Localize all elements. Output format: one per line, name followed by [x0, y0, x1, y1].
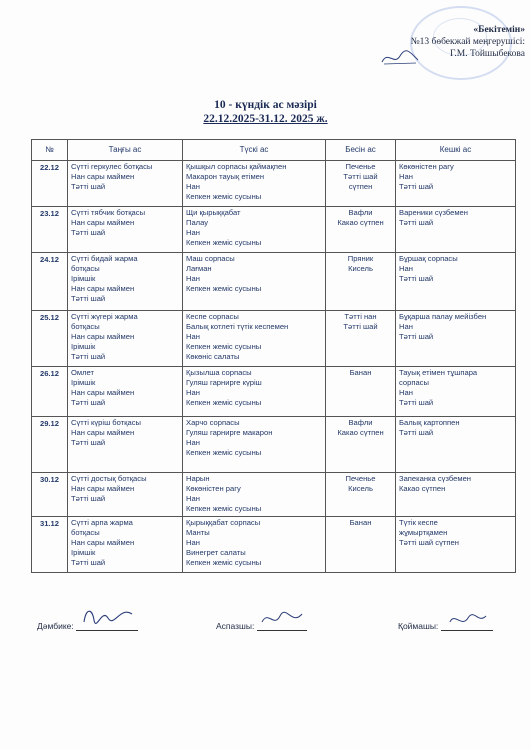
- cook-signature: [258, 608, 306, 630]
- cell-dinner: [396, 367, 516, 417]
- cell-snack: [326, 517, 396, 573]
- dinner-item: Тәтті шай: [399, 428, 434, 438]
- lunch-item: Манты: [186, 528, 210, 538]
- breakfast-item: Ірімшік: [71, 342, 96, 352]
- row-date: 30.12: [32, 473, 68, 517]
- cell-lunch: [183, 311, 326, 367]
- dinner-item: Тәтті шай сүтпен: [399, 538, 459, 548]
- cell-lunch: [183, 207, 326, 253]
- lunch-item: Кепкен жеміс сусыны: [186, 192, 262, 202]
- breakfast-item: Сүтті жүгері жарма: [71, 312, 138, 321]
- breakfast-item: Тәтті шай: [71, 294, 106, 304]
- lunch-item: Кеспе сорпасы: [186, 312, 239, 321]
- lunch-item: Қырыққабат сорпасы: [186, 518, 261, 527]
- cell-breakfast: [68, 367, 183, 417]
- cell-dinner: [396, 207, 516, 253]
- breakfast-item: Тәтті шай: [71, 398, 106, 408]
- snack-item: Кисель: [348, 264, 373, 274]
- menu-title: 10 - күндік ас мәзірі: [214, 99, 317, 111]
- row-date: 26.12: [32, 367, 68, 417]
- cell-breakfast: [68, 417, 183, 473]
- row-date: 31.12: [32, 517, 68, 573]
- menu-heading: [0, 98, 531, 126]
- breakfast-item: Сүтті достық ботқасы: [71, 474, 147, 483]
- dinner-item: Вареники сүзбемен: [399, 208, 468, 217]
- dinner-item: Нан: [399, 322, 413, 332]
- breakfast-item: Нан сары маймен: [71, 284, 135, 294]
- dinner-item: Бұршақ сорпасы: [399, 254, 458, 263]
- lunch-item: Харчо сорпасы: [186, 418, 240, 427]
- table-row: [32, 367, 516, 417]
- snack-item: Вафли: [348, 208, 373, 217]
- lunch-item: Нан: [186, 332, 200, 342]
- accountant-signature: [80, 604, 138, 628]
- breakfast-item: Тәтті шай: [71, 228, 106, 238]
- lunch-item: Көкөніс салаты: [186, 352, 240, 362]
- lunch-item: Маш сорпасы: [186, 254, 235, 263]
- lunch-item: Винегрет салаты: [186, 548, 246, 558]
- snack-item: Банан: [349, 518, 372, 527]
- row-date: 23.12: [32, 207, 68, 253]
- lunch-item: Нан: [186, 182, 200, 192]
- breakfast-item: Сүтті тябчик ботқасы: [71, 208, 146, 217]
- dinner-item: Нан: [399, 388, 413, 398]
- row-date: 25.12: [32, 311, 68, 367]
- dinner-item: Тәтті шай: [399, 398, 434, 408]
- cell-breakfast: [68, 253, 183, 311]
- cell-dinner: [396, 517, 516, 573]
- cell-breakfast: [68, 161, 183, 207]
- dinner-item: жұмыртқамен: [399, 528, 448, 538]
- breakfast-item: Нан сары маймен: [71, 388, 135, 398]
- breakfast-item: ботқасы: [71, 264, 100, 274]
- cell-dinner: [396, 473, 516, 517]
- cell-dinner: [396, 253, 516, 311]
- lunch-item: Қызылша сорпасы: [186, 368, 252, 377]
- snack-item: Печенье: [345, 162, 376, 171]
- lunch-item: Гуляш гарнирге макарон: [186, 428, 273, 438]
- breakfast-item: Ірімшік: [71, 548, 96, 558]
- table-row: [32, 517, 516, 573]
- lunch-item: Кепкен жеміс сусыны: [186, 504, 262, 514]
- row-date: 24.12: [32, 253, 68, 311]
- lunch-item: Палау: [186, 218, 209, 228]
- cell-lunch: [183, 473, 326, 517]
- dinner-item: сорпасы: [399, 378, 429, 388]
- cell-breakfast: [68, 207, 183, 253]
- snack-item: Какао сүтпен: [337, 218, 384, 228]
- lunch-item: Кепкен жеміс сусыны: [186, 342, 262, 352]
- table-row: [32, 161, 516, 207]
- menu-table: [31, 139, 516, 573]
- breakfast-item: Нан сары маймен: [71, 332, 135, 342]
- lunch-item: Кепкен жеміс сусыны: [186, 448, 262, 458]
- breakfast-item: Ірімшік: [71, 274, 96, 284]
- table-row: [32, 417, 516, 473]
- lunch-item: Кепкен жеміс сусыны: [186, 398, 262, 408]
- cell-snack: [326, 367, 396, 417]
- approval-signature: [380, 48, 420, 68]
- snack-item: Кисель: [348, 484, 373, 494]
- snack-item: Какао сүтпен: [337, 428, 384, 438]
- breakfast-item: Тәтті шай: [71, 558, 106, 568]
- dinner-item: Бұқарша палау мейізбен: [399, 312, 487, 321]
- breakfast-item: Тәтті шай: [71, 494, 106, 504]
- breakfast-item: Сүтті бидай жарма: [71, 254, 138, 263]
- lunch-item: Гуляш гарнирге күріш: [186, 378, 262, 388]
- cell-snack: [326, 473, 396, 517]
- breakfast-item: Сүтті арпа жарма: [71, 518, 133, 527]
- header-lunch: Түскі ас: [183, 140, 326, 161]
- lunch-item: Нан: [186, 538, 200, 548]
- row-date: 22.12: [32, 161, 68, 207]
- lunch-item: Нан: [186, 438, 200, 448]
- dinner-item: Нан: [399, 172, 413, 182]
- lunch-item: Кепкен жеміс сусыны: [186, 238, 262, 248]
- cell-dinner: [396, 311, 516, 367]
- snack-item: Печенье: [345, 474, 376, 483]
- breakfast-item: Нан сары маймен: [71, 484, 135, 494]
- cell-snack: [326, 417, 396, 473]
- snack-item: Тәтті шай: [343, 322, 378, 332]
- header-breakfast: Таңғы ас: [68, 140, 183, 161]
- approval-name: Г.М. Тойшыбекова: [450, 49, 525, 59]
- cell-lunch: [183, 161, 326, 207]
- cell-lunch: [183, 417, 326, 473]
- cell-snack: [326, 311, 396, 367]
- lunch-item: Қышқыл сорпасы қаймақпен: [186, 162, 287, 171]
- cell-snack: [326, 161, 396, 207]
- cell-snack: [326, 207, 396, 253]
- lunch-item: Кепкен жеміс сусыны: [186, 284, 262, 294]
- breakfast-item: Нан сары маймен: [71, 428, 135, 438]
- dinner-item: Тауық етімен тұшпара: [399, 368, 478, 377]
- dinner-item: Тәтті шай: [399, 182, 434, 192]
- breakfast-item: ботқасы: [71, 322, 100, 332]
- storekeeper-signature: [446, 610, 490, 630]
- breakfast-item: Тәтті шай: [71, 352, 106, 362]
- lunch-item: Нан: [186, 228, 200, 238]
- lunch-item: Нан: [186, 494, 200, 504]
- table-row: [32, 473, 516, 517]
- cell-dinner: [396, 417, 516, 473]
- snack-item: сүтпен: [348, 182, 373, 192]
- dinner-item: Тәтті шай: [399, 218, 434, 228]
- cell-dinner: [396, 161, 516, 207]
- accountant-label: Дәмбике:: [37, 621, 74, 631]
- row-date: 29.12: [32, 417, 68, 473]
- breakfast-item: Тәтті шай: [71, 182, 106, 192]
- dinner-item: Нан: [399, 264, 413, 274]
- breakfast-item: Омлет: [71, 368, 95, 377]
- dinner-item: Запеканка сүзбемен: [399, 474, 471, 483]
- lunch-item: Макарон тауық етімен: [186, 172, 265, 182]
- storekeeper-label: Қоймашы:: [398, 621, 439, 631]
- breakfast-item: ботқасы: [71, 528, 100, 538]
- breakfast-item: Сүтті күріш ботқасы: [71, 418, 141, 427]
- dinner-item: Көкөністен рагу: [399, 162, 454, 171]
- breakfast-item: Тәтті шай: [71, 438, 106, 448]
- approval-position: №13 бөбекжай меңгерушісі:: [410, 37, 525, 47]
- snack-item: Вафли: [348, 418, 373, 427]
- cell-lunch: [183, 367, 326, 417]
- dinner-item: Тәтті шай: [399, 274, 434, 284]
- cell-snack: [326, 253, 396, 311]
- header-number: №: [32, 140, 68, 161]
- table-row: [32, 207, 516, 253]
- cell-lunch: [183, 253, 326, 311]
- dinner-item: Балық картоппен: [399, 418, 460, 427]
- lunch-item: Нарын: [186, 474, 210, 483]
- table-header-row: [32, 140, 516, 161]
- dinner-item: Түтік кеспе: [399, 518, 438, 527]
- breakfast-item: Нан сары маймен: [71, 538, 135, 548]
- menu-period: 22.12.2025-31.12. 2025 ж.: [203, 113, 328, 125]
- breakfast-item: Нан сары маймен: [71, 218, 135, 228]
- dinner-item: Тәтті шай: [399, 332, 434, 342]
- breakfast-item: Ірімшік: [71, 378, 96, 388]
- cell-breakfast: [68, 473, 183, 517]
- header-snack: Бесін ас: [326, 140, 396, 161]
- lunch-item: Балық котлеті түтік кеспемен: [186, 322, 289, 332]
- cook-label: Аспазшы:: [216, 621, 255, 631]
- lunch-item: Лағман: [186, 264, 212, 274]
- cell-breakfast: [68, 517, 183, 573]
- lunch-item: Кепкен жеміс сусыны: [186, 558, 262, 568]
- dinner-item: Какао сүтпен: [399, 484, 446, 494]
- approval-title: «Бекітемін»: [473, 25, 525, 35]
- snack-item: Пряник: [347, 254, 374, 263]
- header-dinner: Кешкі ас: [396, 140, 516, 161]
- snack-item: Банан: [349, 368, 372, 377]
- table-row: [32, 311, 516, 367]
- cell-breakfast: [68, 311, 183, 367]
- breakfast-item: Сүтті геркулес ботқасы: [71, 162, 153, 171]
- lunch-item: Щи қырыққабат: [186, 208, 241, 217]
- lunch-item: Нан: [186, 388, 200, 398]
- menu-table-body: [32, 161, 516, 573]
- lunch-item: Нан: [186, 274, 200, 284]
- breakfast-item: Нан сары маймен: [71, 172, 135, 182]
- cell-lunch: [183, 517, 326, 573]
- table-row: [32, 253, 516, 311]
- snack-item: Тәтті нан: [344, 312, 377, 321]
- snack-item: Тәтті шай: [343, 172, 378, 182]
- lunch-item: Көкөністен рагу: [186, 484, 241, 494]
